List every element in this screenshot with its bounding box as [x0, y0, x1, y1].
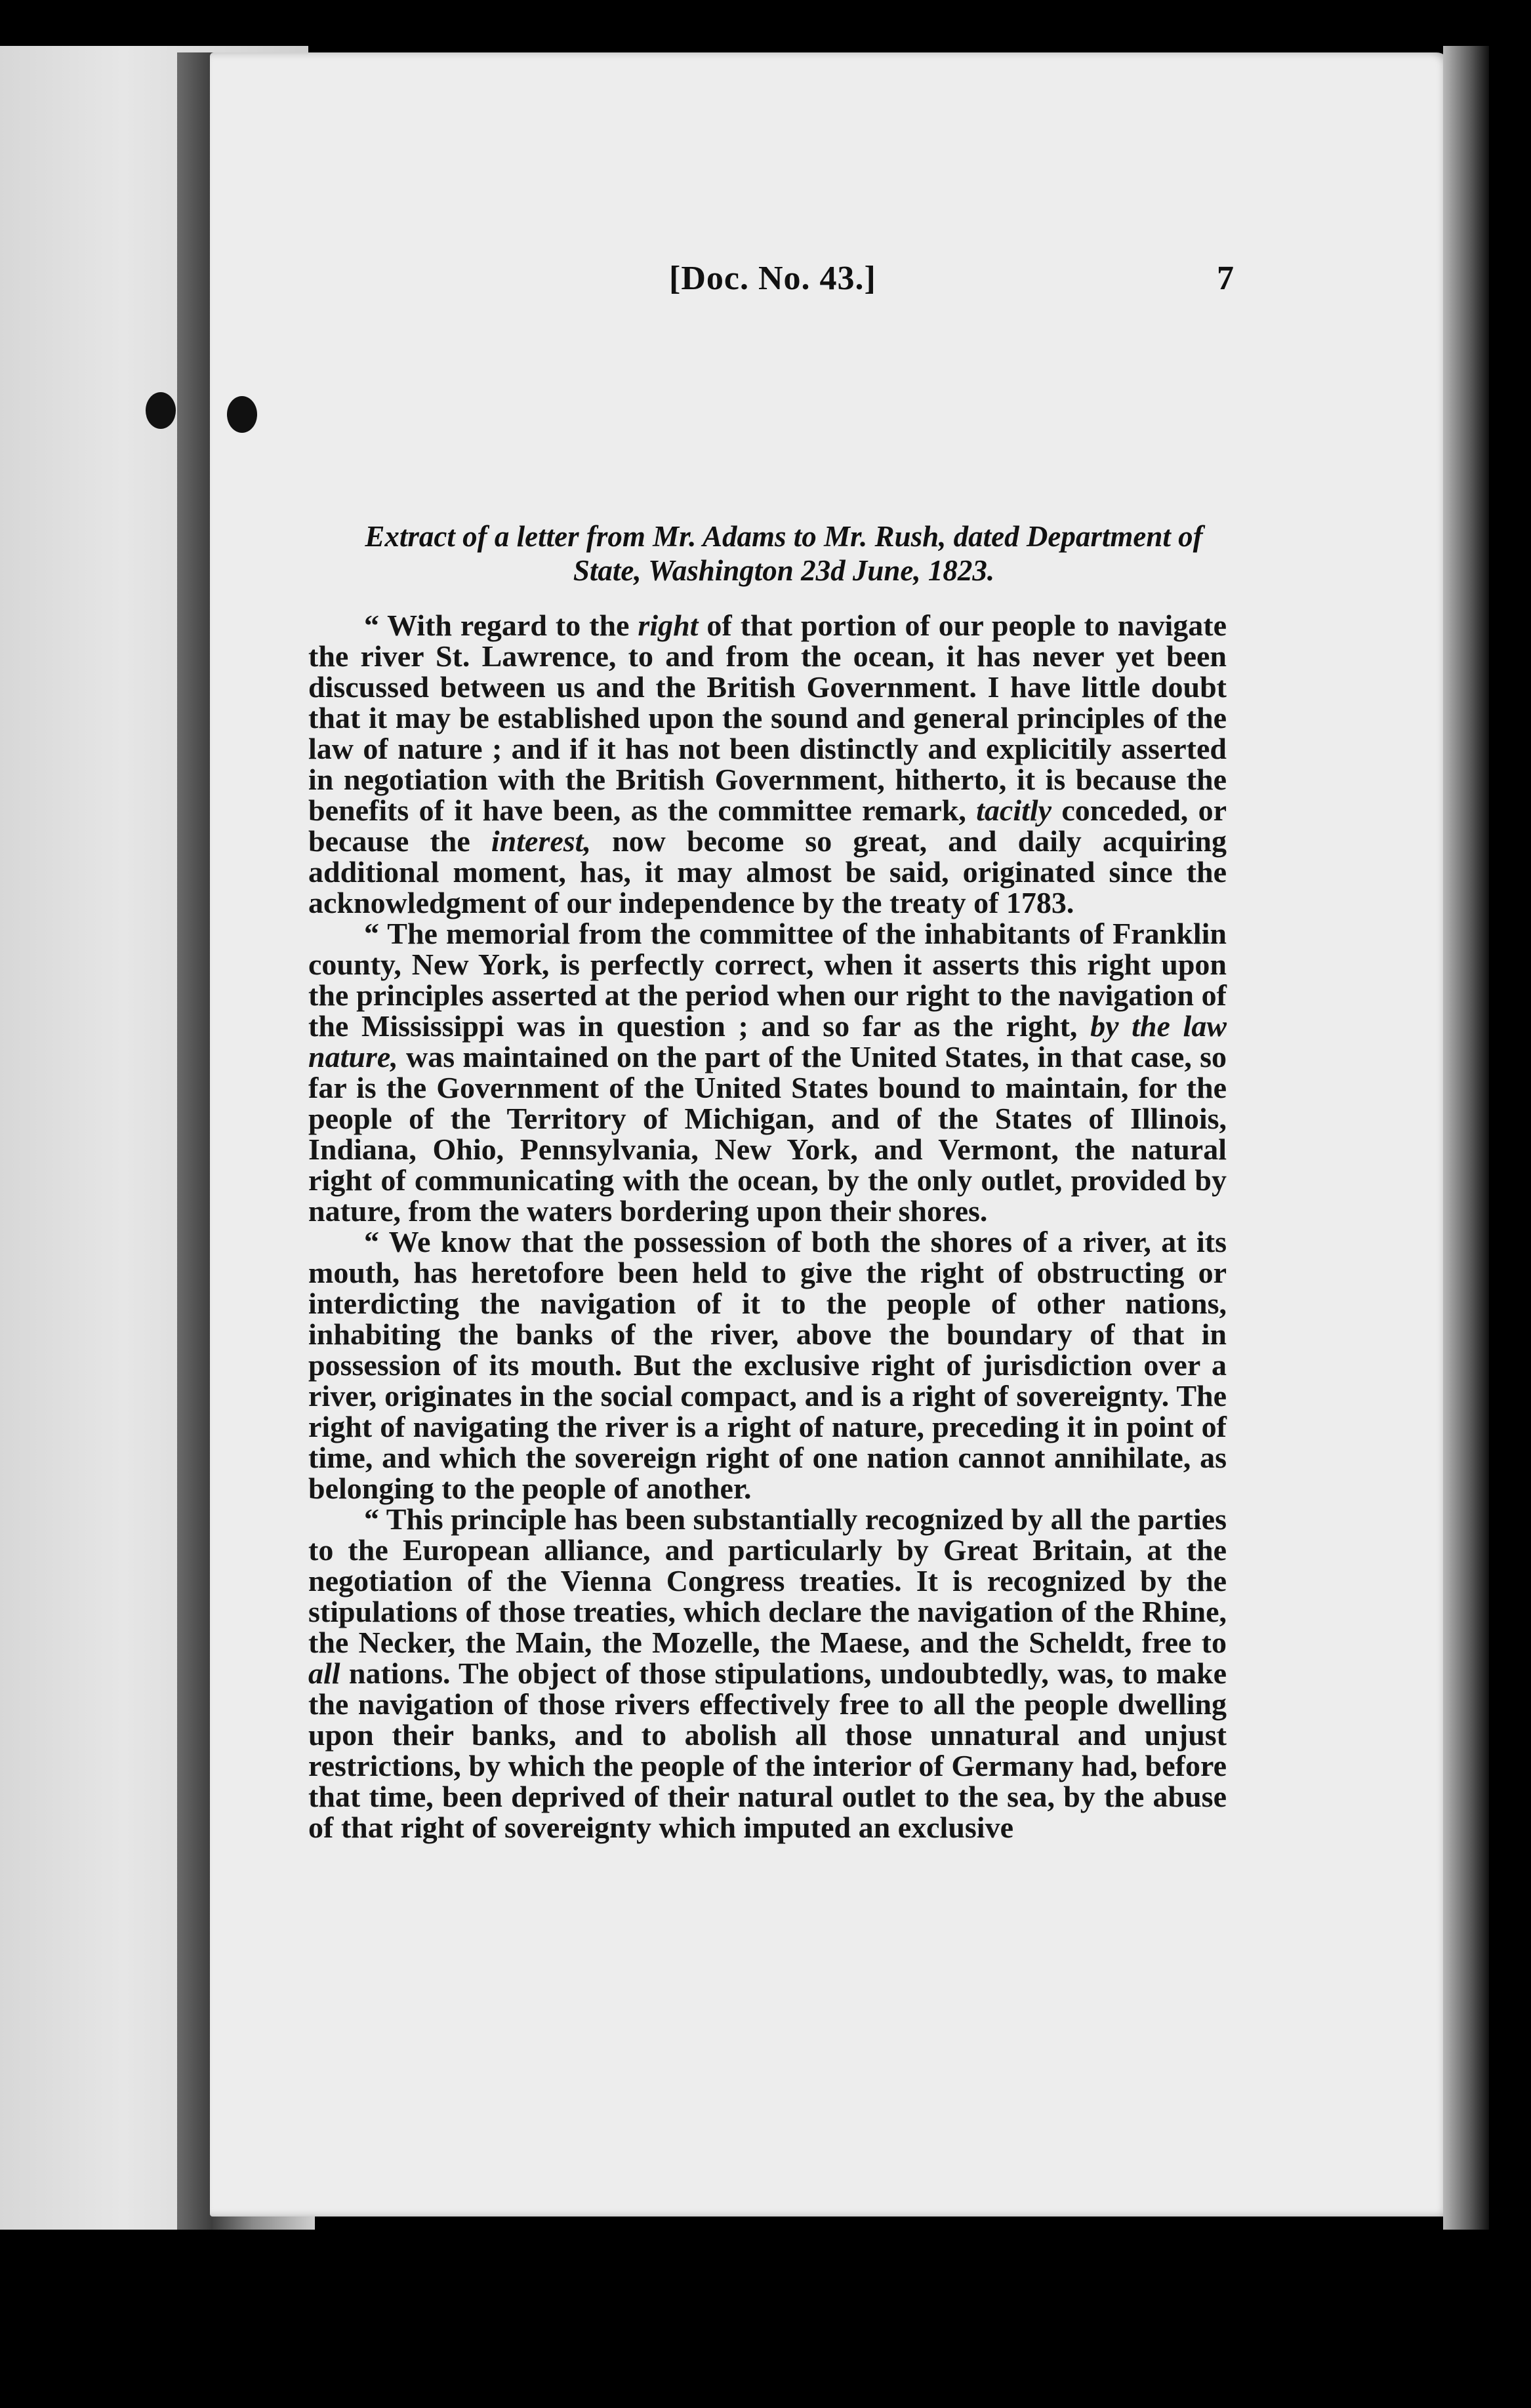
title-line-1: Extract of a letter from Mr. Adams to Mr. Rush, dated Department of — [365, 520, 1203, 553]
paragraph-2-italic-law-nature: by the law nature, — [308, 1009, 1227, 1074]
title-line-2: State, Washington 23d June, 1823. — [573, 554, 995, 587]
paragraph-1-italic-interest: interest, — [491, 824, 591, 858]
paragraph-1-italic-tacitly: tacitly — [976, 793, 1052, 827]
paragraph-2-text-c: was maintained on the part of the United States, in that case, so far is the Government of the United States bound to maintain, for the people of the Territory of Michigan, and of the States of Illinois, Indiana, Ohio, Pennsylvania, New York, and Vermont, the natural right of communicating with the ocean, by the only outlet, provided by nature, from the waters bordering upon their shores. — [308, 1040, 1227, 1228]
paragraph-2 — [308, 918, 1227, 1226]
paragraph-1-italic-right: right — [638, 609, 699, 642]
paragraph-4-italic-all: all — [308, 1656, 340, 1690]
letter-body — [308, 610, 1227, 1843]
paragraph-4 — [308, 1504, 1227, 1843]
letter-title — [321, 519, 1246, 588]
paragraph-3-text-a: “ We know that the possession of both the shores of a river, at its mouth, has heretofore been held to give the right of obstructing or interdicting the navigation of it to the people of other nations, inhabiting the banks of the river, above the boundary of that in possession of its mouth. But the exclusive right of jurisdiction over a river, originates in the social compact, and is a right of sovereignty. The right of navigating the river is a right of nature, preceding it in point of time, and which the sovereign right of one nation cannot annihilate, as belonging to the people of another. — [308, 1225, 1227, 1505]
paragraph-4-text-c: nations. The object of those stipulations, undoubtedly, was, to make the navigation of those rivers effectively free to all the people dwelling upon their banks, and to abolish all those unnatural and unjust restrictions, by which the people of the interior of Germany had, before that time, been deprived of their natural outlet to the sea, by the abuse of that right of sovereignty which imputed an exclusive — [308, 1656, 1227, 1844]
paragraph-1 — [308, 610, 1227, 918]
running-head: [Doc. No. 43.] — [669, 260, 876, 297]
paragraph-1-text-a: “ With regard to the — [364, 609, 638, 642]
paragraph-1-text-e: conceded, or because the — [308, 793, 1227, 858]
binding-hole-left — [146, 392, 176, 429]
paragraph-1-text-c: of that portion of our people to navigate the river St. Lawrence, to and from the ocean, it has never yet been discussed between us and the British Government. I have little doubt that it may be established upon the sound and general principles of the law of nature ; and if it has not been distinctly and explicitily asserted in negotiation with the British Government, hitherto, it is because the benefits of it have been, as the committee remark, — [308, 609, 1227, 827]
page-edge — [1443, 46, 1489, 2230]
page-number: 7 — [1217, 260, 1234, 297]
binding-hole-right — [227, 396, 257, 433]
paragraph-4-text-a: “ This principle has been substantially recognized by all the parties to the European alliance, and particularly by Great Britain, at the negotiation of the Vienna Congress treaties. It is recognized by the stipulations of those treaties, which declare the navigation of the Rhine, the Necker, the Main, the Mozelle, the Maese, and the Scheldt, free to — [308, 1502, 1227, 1659]
paragraph-2-text-a: “ The memorial from the committee of the inhabitants of Franklin county, New York, is perfectly correct, when it asserts this right upon the principles asserted at the period when our right to the navigation of the Mississippi was in question ; and so far as the right, — [308, 917, 1227, 1043]
paragraph-1-text-g: now become so great, and daily acquiring additional moment, has, it may almost be said, originated since the acknowledgment of our independence by the treaty of 1783. — [308, 824, 1227, 919]
paragraph-3 — [308, 1226, 1227, 1504]
